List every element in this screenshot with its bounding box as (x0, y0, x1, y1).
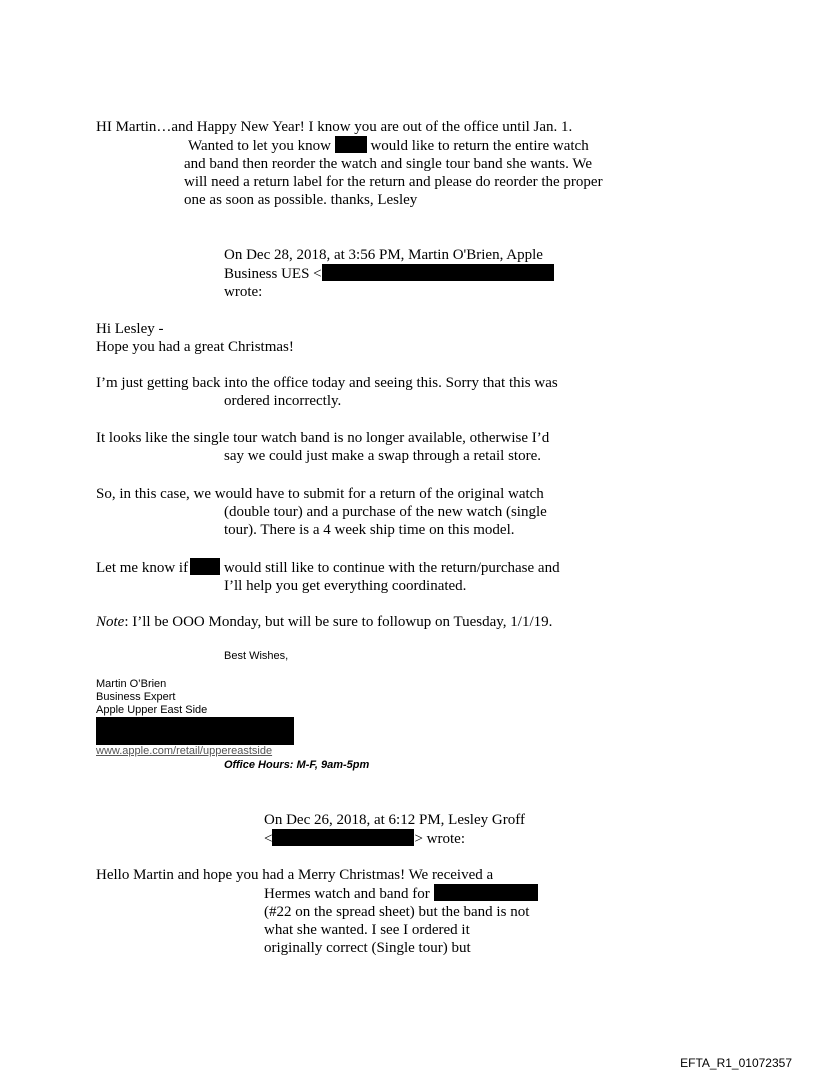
signature-name: Martin O’Brien (96, 678, 167, 690)
text-segment: > wrote: (414, 831, 465, 847)
greeting: Hi Lesley - (96, 321, 164, 337)
redaction-box (434, 884, 538, 901)
sign-off: Best Wishes, (224, 650, 289, 662)
note-line (96, 613, 552, 631)
store-link[interactable]: www.apple.com/retail/uppereastside (96, 745, 273, 757)
text-line: I’ll help you get everything coordinated. (224, 578, 467, 594)
text-line: HI Martin…and Happy New Year! I know you are out of the office until Jan. 1. (96, 119, 573, 135)
text-segment: would like to return the entire watch (370, 138, 589, 154)
document-id: EFTA_R1_01072357 (680, 1056, 792, 1070)
note-label: Note (96, 614, 125, 630)
redaction-box (322, 264, 554, 281)
text-line: On Dec 28, 2018, at 3:56 PM, Martin O'Brien, Apple (224, 247, 543, 263)
quote-header-lesley (264, 811, 525, 848)
text-segment: < (264, 831, 273, 847)
text-line: originally correct (Single tour) but (264, 940, 471, 956)
text-line: Hello Martin and hope you had a Merry Christmas! We received a (96, 867, 494, 883)
text-line: one as soon as possible. thanks, Lesley (184, 192, 418, 208)
text-line: will need a return label for the return and please do reorder the proper (184, 174, 603, 190)
text-line (96, 558, 560, 577)
text-segment: Hermes watch and band for (264, 886, 430, 902)
text-line: It looks like the single tour watch band is no longer available, otherwise I’d (96, 430, 550, 446)
redaction-box (335, 136, 367, 153)
text-line: (double tour) and a purchase of the new watch (single (224, 504, 547, 520)
paragraph (96, 558, 560, 595)
text-line: say we could just make a swap through a retail store. (224, 448, 541, 464)
text-line: So, in this case, we would have to submit for a return of the original watch (96, 486, 544, 502)
text-line (224, 264, 554, 283)
text-line: and band then reorder the watch and single tour band she wants. We (184, 156, 592, 172)
redaction-box (272, 829, 414, 846)
note-text: : I’ll be OOO Monday, but will be sure to followup on Tuesday, 1/1/19. (124, 614, 553, 630)
signature-block (96, 678, 207, 717)
text-line (96, 613, 552, 631)
text-line: (#22 on the spread sheet) but the band is not (264, 904, 530, 920)
text-segment: Business UES < (224, 266, 322, 282)
signature-store: Apple Upper East Side (96, 704, 208, 716)
text-segment: would still like to continue with the return/purchase and (223, 560, 560, 576)
paragraph (96, 429, 549, 465)
text-line: ordered incorrectly. (224, 393, 342, 409)
message-martin-reply (96, 320, 294, 356)
message-lesley-original (96, 866, 538, 957)
text-line: On Dec 26, 2018, at 6:12 PM, Lesley Groff (264, 812, 525, 828)
text-line: tour). There is a 4 week ship time on this model. (224, 522, 515, 538)
redaction-box (96, 717, 294, 745)
redaction-box (190, 558, 220, 575)
paragraph (96, 485, 547, 539)
text-line (96, 884, 538, 903)
text-line (96, 136, 603, 155)
signature-url (96, 745, 272, 758)
text-line: what she wanted. I see I ordered it (264, 922, 470, 938)
message-lesley-newyear (96, 118, 603, 209)
office-hours: Office Hours: M-F, 9am-5pm (224, 759, 370, 771)
text-segment: Let me know if (96, 560, 189, 576)
text-line: Hope you had a great Christmas! (96, 339, 294, 355)
text-line: wrote: (224, 284, 263, 300)
text-line (264, 829, 525, 848)
signature-title: Business Expert (96, 691, 176, 703)
paragraph (96, 374, 558, 410)
text-line: I’m just getting back into the office today and seeing this. Sorry that this was (96, 375, 558, 391)
text-segment: Wanted to let you know (188, 138, 331, 154)
quote-header-martin (224, 246, 554, 301)
